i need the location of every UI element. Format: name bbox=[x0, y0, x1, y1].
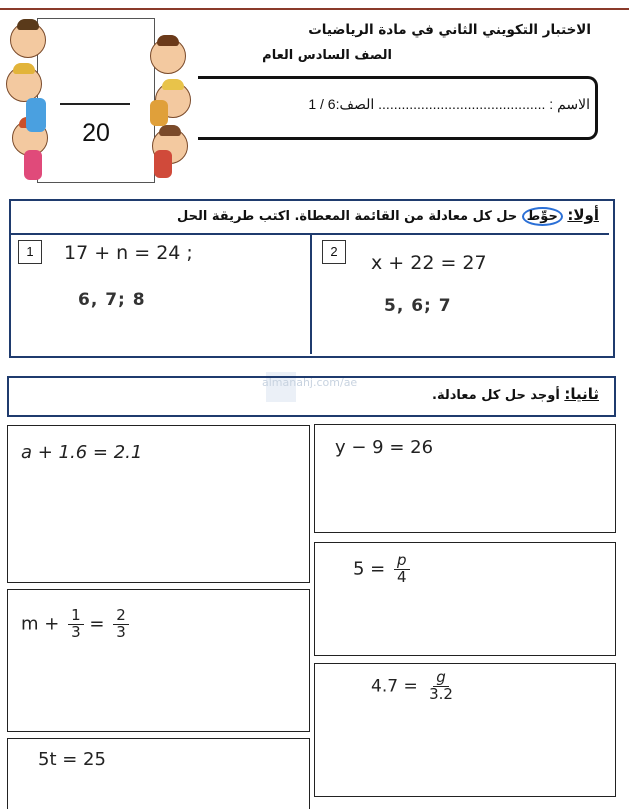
class-subtitle: الصف السادس العام bbox=[262, 48, 392, 63]
section-one-heading bbox=[177, 206, 599, 224]
problem-number: 1 bbox=[18, 240, 42, 264]
score-card bbox=[37, 18, 155, 183]
problem-equation: 5 = $\frac{p}{4}$ bbox=[353, 553, 410, 586]
answer-box[interactable] bbox=[7, 425, 310, 583]
answer-box[interactable] bbox=[314, 542, 616, 656]
problem-equation: x + 22 = 27 bbox=[371, 252, 487, 274]
kid-illustration-icon bbox=[6, 66, 42, 102]
answer-box[interactable] bbox=[314, 424, 616, 533]
section-one-divider bbox=[310, 233, 312, 354]
section-one-label: أولا: bbox=[567, 206, 599, 224]
answer-choices: 5, 6; 7 bbox=[384, 296, 452, 316]
answer-box[interactable] bbox=[7, 589, 310, 732]
shirt-icon bbox=[24, 150, 42, 180]
top-border bbox=[0, 0, 629, 10]
problem-equation: 17 + n = 24 ; bbox=[64, 242, 193, 264]
section-two-label: ثانيا: bbox=[564, 385, 599, 403]
problem-equation: m + $\frac{1}{3}$ = $\frac{2}{3}$ bbox=[21, 608, 129, 641]
problem-equation: 5t = 25 bbox=[38, 749, 106, 770]
page-title: الاختبار التكويني الثاني في مادة الرياضيات bbox=[308, 22, 591, 38]
problem-number: 2 bbox=[322, 240, 346, 264]
score-total: 20 bbox=[82, 119, 110, 147]
circle-word: حوِّط bbox=[522, 207, 563, 226]
kid-illustration-icon bbox=[150, 38, 186, 74]
answer-box[interactable] bbox=[314, 663, 616, 797]
problem-equation: a + 1.6 = 2.1 bbox=[21, 442, 143, 463]
score-line bbox=[60, 103, 130, 105]
answer-choices: 6, 7; 8 bbox=[78, 290, 146, 310]
shirt-icon bbox=[154, 150, 172, 178]
shirt-icon bbox=[150, 100, 168, 126]
answer-box[interactable] bbox=[7, 738, 310, 809]
section-two-instruction: أوجد حل كل معادلة. bbox=[432, 388, 565, 403]
section-one-instruction: حل كل معادلة من القائمة المعطاة. اكتب طريقة الحل bbox=[177, 209, 522, 224]
kid-illustration-icon bbox=[10, 22, 46, 58]
problem-equation: 4.7 = $\frac{g}{3.2}$ bbox=[371, 668, 453, 703]
name-field[interactable]: الاسم : ........................................... الصف:6 / 1 bbox=[308, 96, 590, 112]
watermark-text: almanahj.com/ae bbox=[262, 376, 358, 389]
problem-equation: y − 9 = 26 bbox=[335, 437, 434, 458]
section-two-heading bbox=[432, 385, 599, 403]
shirt-icon bbox=[26, 98, 46, 132]
